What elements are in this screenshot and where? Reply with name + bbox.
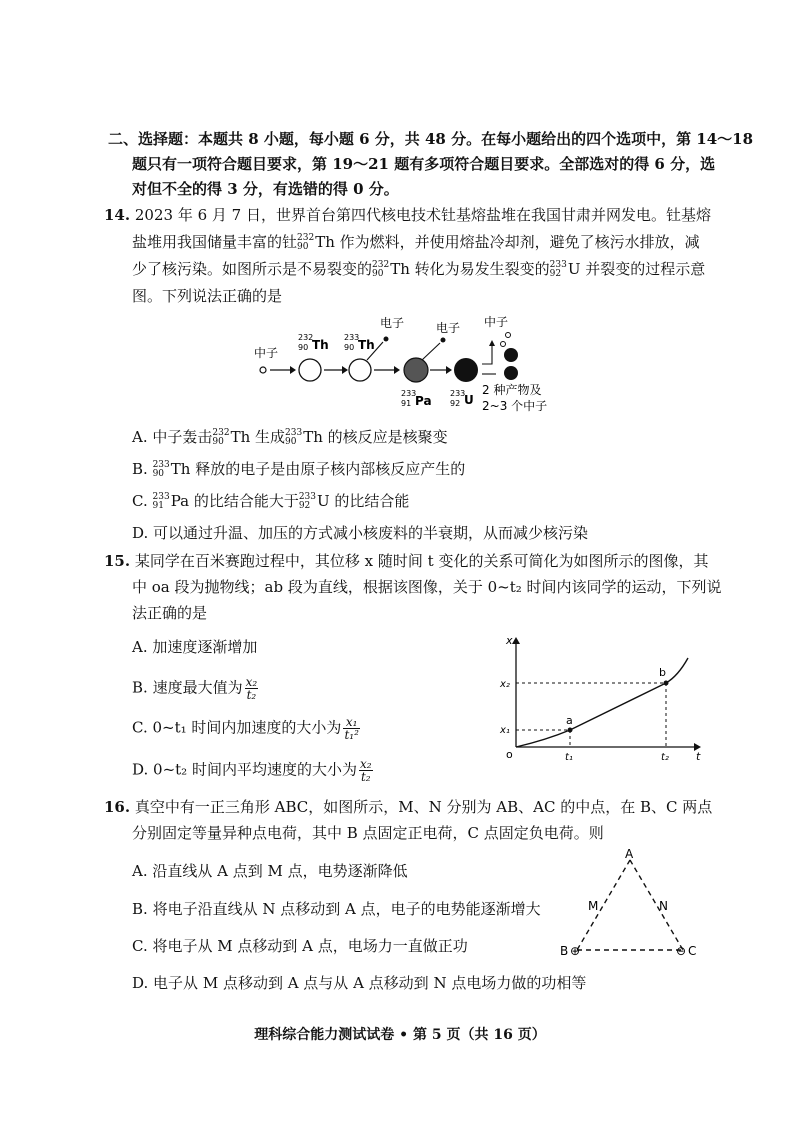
option-text: 0~t₁ 时间内加速度的大小为 xyxy=(152,718,342,737)
point-m-label: M xyxy=(588,899,599,913)
q15-option-d[interactable] xyxy=(132,758,375,783)
section-instructions-line2: 题只有一项符合题目要求，第 19～21 题有多项符合题目要求。全部选对的得 6 分，选 xyxy=(132,155,716,173)
iso-mass: 232 xyxy=(212,428,230,438)
fig-u233-nucleus xyxy=(454,358,478,382)
point-n-label: N xyxy=(659,899,668,913)
fig-electron-2 xyxy=(441,338,446,343)
fig-neutron-label: 中子 xyxy=(254,346,279,360)
option-text: 电子从 M 点移动到 A 点与从 A 点移动到 N 点电场力做的功相等 xyxy=(153,974,587,992)
graph-curve-after-b xyxy=(666,658,688,683)
graph-x2-label: x₂ xyxy=(500,679,510,690)
fig-pa-z: 91 xyxy=(401,399,412,408)
q16-line1 xyxy=(104,796,712,818)
iso-mass: 233 xyxy=(549,260,567,270)
fig-fission-product-2 xyxy=(504,366,518,380)
fig-fission-arrow-up xyxy=(482,345,492,364)
q14-option-b[interactable] xyxy=(132,458,465,480)
option-label: A. xyxy=(132,862,148,880)
option-text: 0~t₂ 时间内平均速度的大小为 xyxy=(153,760,357,779)
option-text: 沿直线从 A 点到 M 点，电势逐渐降低 xyxy=(152,862,408,880)
fig-th232-nucleus xyxy=(299,359,321,381)
q14-line1 xyxy=(104,204,711,226)
option-text: 速度最大值为 xyxy=(152,678,243,697)
fig-arrowhead-1 xyxy=(290,366,296,374)
vertex-a-label: A xyxy=(625,847,634,861)
q15-line3: 法正确的是 xyxy=(132,604,208,622)
frac-num: x₁ xyxy=(343,716,359,729)
fig-pa-mass: 233 xyxy=(401,389,417,398)
fig-products-label-1: 2 种产物及 xyxy=(482,383,542,397)
fig-products-label-2: 2~3 个中子 xyxy=(482,399,548,413)
q15-option-a[interactable] xyxy=(132,636,257,658)
fig-pa-symbol: Pa xyxy=(415,394,432,408)
frac-num: x₂ xyxy=(245,675,258,689)
option-label: D. xyxy=(132,524,149,542)
fig-th233-mass: 233 xyxy=(344,333,360,342)
fig-neutron-label-2: 中子 xyxy=(484,315,509,329)
q14-text-2b: Th 作为燃料，并使用熔盐冷却剂，避免了核污水排放，减 xyxy=(315,233,700,251)
fig-th233-nucleus xyxy=(349,359,371,381)
isotope-pa233 xyxy=(153,493,170,511)
page-footer: 理科综合能力测试试卷 • 第 5 页（共 16 页） xyxy=(254,1027,546,1043)
option-label: B. xyxy=(132,460,148,478)
fig-th232-z: 90 xyxy=(298,343,309,352)
q14-text-3b: Th 转化为易发生裂变的 xyxy=(390,260,550,278)
negative-charge-icon: ⊖ xyxy=(676,944,687,958)
iso-mass: 233 xyxy=(285,428,303,438)
option-text: U 的比结合能 xyxy=(317,492,410,510)
isotope-u233 xyxy=(550,261,567,279)
iso-mass: 233 xyxy=(152,460,170,470)
fig-arrowhead-3 xyxy=(394,366,400,374)
fig-neutron xyxy=(260,367,266,373)
q15-xt-graph xyxy=(496,632,706,772)
fig-arrowhead-2 xyxy=(342,366,348,374)
fig-th232-mass: 232 xyxy=(298,333,314,342)
fig-th233-z: 90 xyxy=(344,343,355,352)
option-text: Th 的核反应是核聚变 xyxy=(303,428,448,446)
q14-decay-diagram xyxy=(250,312,570,422)
graph-x-arrow xyxy=(512,637,520,644)
option-text: 中子轰击 xyxy=(152,428,213,446)
q16-option-b[interactable] xyxy=(132,898,541,920)
iso-z: 92 xyxy=(298,501,311,511)
graph-y-label: x xyxy=(506,634,513,647)
q16-option-d[interactable] xyxy=(132,972,586,994)
option-text: Th 生成 xyxy=(230,428,286,446)
fig-u-symbol: U xyxy=(464,393,474,407)
fraction-x2-t2-b xyxy=(359,758,373,783)
section-instructions-line1: 二、选择题：本题共 8 小题，每小题 6 分，共 48 分。在每小题给出的四个选项中，第 14～18 xyxy=(108,130,754,148)
option-text: 将电子从 M 点移动到 A 点，电场力一直做正功 xyxy=(152,937,468,955)
q15-text-1: 某同学在百米赛跑过程中，其位移 x 随时间 t 变化的关系可简化为如图所示的图像，其 xyxy=(134,552,709,570)
frac-den: t₂ xyxy=(360,770,371,784)
q15-line1 xyxy=(104,550,708,572)
fig-arrowhead-up xyxy=(489,340,495,346)
triangle-side-ab xyxy=(577,860,630,950)
q14-text-3a: 少了核污染。如图所示是不易裂变的 xyxy=(132,260,373,278)
graph-a-label: a xyxy=(566,714,573,727)
option-label: A. xyxy=(132,638,148,656)
isotope-th233-b xyxy=(153,461,170,479)
iso-z: 90 xyxy=(212,437,224,447)
graph-curve-oa xyxy=(516,730,570,747)
option-text: 将电子沿直线从 N 点移动到 A 点，电子的电势能逐渐增大 xyxy=(152,900,541,918)
option-label: D. xyxy=(132,974,149,992)
q16-number: 16. xyxy=(104,798,131,816)
iso-z: 90 xyxy=(372,269,384,279)
q14-option-d[interactable] xyxy=(132,522,588,544)
fig-u-mass: 233 xyxy=(450,389,466,398)
fraction-x2-t2 xyxy=(245,676,259,701)
fraction-x1-t1sq xyxy=(343,716,359,741)
iso-z: 90 xyxy=(285,437,297,447)
q14-option-c[interactable] xyxy=(132,490,409,512)
q14-line3 xyxy=(132,258,705,280)
option-label: C. xyxy=(132,492,148,510)
q16-line2: 分别固定等量异种点电荷，其中 B 点固定正电荷，C 点固定负电荷。则 xyxy=(132,824,604,842)
option-label: B. xyxy=(132,900,148,918)
option-label: C. xyxy=(132,718,148,737)
iso-mass: 232 xyxy=(297,233,315,243)
isotope-th232-c xyxy=(212,429,229,447)
fig-electron-label-2: 电子 xyxy=(436,321,461,335)
vertex-c-label: C xyxy=(688,944,697,958)
fig-electron-1 xyxy=(384,337,389,342)
q14-text-2a: 盐堆用我国储量丰富的钍 xyxy=(132,233,298,251)
isotope-th232-b xyxy=(372,261,389,279)
iso-z: 90 xyxy=(152,469,165,479)
iso-mass: 232 xyxy=(372,260,390,270)
q14-line4: 图。下列说法正确的是 xyxy=(132,287,283,305)
triangle-side-ac xyxy=(630,860,683,950)
option-label: C. xyxy=(132,937,148,955)
q14-line2 xyxy=(132,231,700,253)
q14-text-1: 2023 年 6 月 7 日，世界首台第四代核电技术钍基熔盐堆在我国甘肃并网发电。钍基熔 xyxy=(134,206,711,224)
fig-electron-label-1: 电子 xyxy=(380,316,405,330)
positive-charge-icon: ⊕ xyxy=(570,944,581,958)
option-label: A. xyxy=(132,428,148,446)
option-text: Pa 的比结合能大于 xyxy=(170,492,299,510)
graph-origin-label: o xyxy=(506,748,513,761)
q16-option-c[interactable] xyxy=(132,935,468,957)
isotope-th232 xyxy=(297,234,314,252)
q15-line2: 中 oa 段为抛物线；ab 段为直线，根据该图像，关于 0~t₂ 时间内该同学的运动，下列说 xyxy=(132,578,722,596)
isotope-u233-b xyxy=(299,493,316,511)
frac-den: t₁² xyxy=(344,728,359,742)
q15-option-c[interactable] xyxy=(132,716,362,741)
iso-mass: 233 xyxy=(298,492,317,502)
graph-t1-label: t₁ xyxy=(565,752,573,763)
option-text: Th 释放的电子是由原子核内部核反应产生的 xyxy=(170,460,466,478)
option-label: B. xyxy=(132,678,148,697)
fig-pa-nucleus xyxy=(404,358,428,382)
fig-fission-neutron xyxy=(506,333,511,338)
iso-mass: 233 xyxy=(152,492,170,502)
q14-number: 14. xyxy=(104,206,131,224)
iso-z: 90 xyxy=(297,242,309,252)
fig-u-z: 92 xyxy=(450,399,461,408)
frac-num: x₂ xyxy=(359,757,372,771)
option-text: 加速度逐渐增加 xyxy=(152,638,258,656)
q14-option-a[interactable] xyxy=(132,426,448,448)
graph-x1-label: x₁ xyxy=(500,725,510,736)
graph-x-label: t xyxy=(696,750,701,763)
fig-electron-arrow-2 xyxy=(422,343,440,360)
fig-fission-neutron-2 xyxy=(501,342,506,347)
section-instructions-line3: 对但不全的得 3 分，有选错的得 0 分。 xyxy=(132,180,399,198)
q16-text-1: 真空中有一正三角形 ABC，如图所示，M、N 分别为 AB、AC 的中点，在 B、C 两点 xyxy=(134,798,713,816)
q15-option-b[interactable] xyxy=(132,676,260,701)
fig-fission-product-1 xyxy=(504,348,518,362)
fig-th232-symbol: Th xyxy=(312,338,329,352)
graph-t2-label: t₂ xyxy=(661,752,669,763)
iso-z: 91 xyxy=(152,501,164,511)
q16-option-a[interactable] xyxy=(132,860,408,882)
iso-z: 92 xyxy=(549,269,562,279)
option-text: 可以通过升温、加压的方式减小核废料的半衰期，从而减少核污染 xyxy=(153,524,589,542)
option-label: D. xyxy=(132,760,149,779)
isotope-th233 xyxy=(285,429,302,447)
fig-th233-symbol: Th xyxy=(358,338,375,352)
q14-text-3c: U 并裂变的过程示意 xyxy=(567,260,706,278)
graph-b-label: b xyxy=(659,666,666,679)
q16-triangle-diagram xyxy=(560,846,710,964)
frac-den: t₂ xyxy=(246,688,257,702)
fig-arrowhead-4 xyxy=(446,366,452,374)
q15-number: 15. xyxy=(104,552,131,570)
graph-line-ab xyxy=(570,683,666,730)
vertex-b-label: B xyxy=(560,944,569,958)
